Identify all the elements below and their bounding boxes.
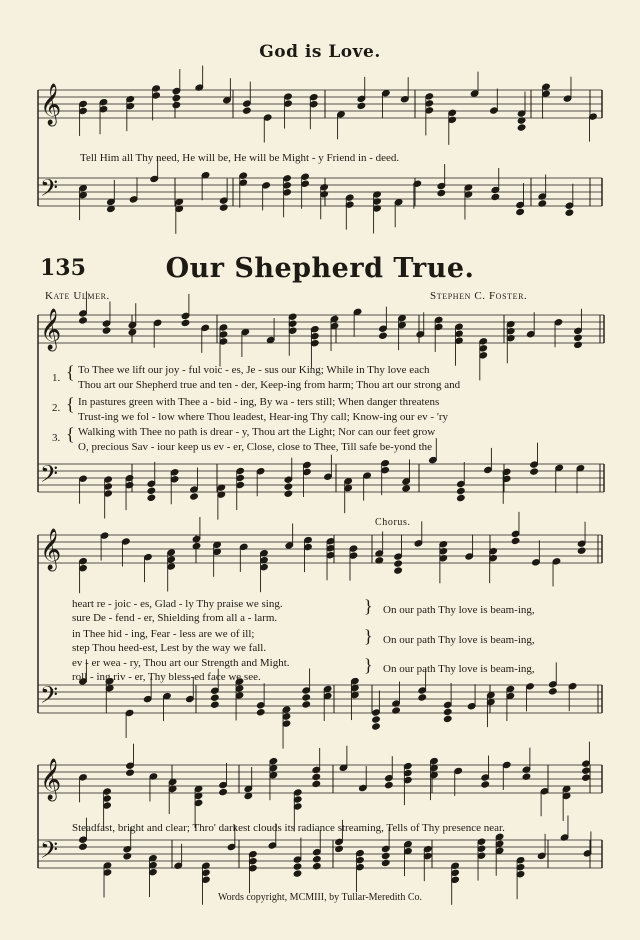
note-head bbox=[577, 547, 586, 554]
top-hymn-lyric: Tell Him all Thy need, He will be, He will be Might - y Friend in - deed. bbox=[80, 152, 400, 164]
note-head bbox=[211, 694, 220, 701]
chorus-response: On our path Thy love is beam-ing, bbox=[383, 604, 535, 616]
note-head bbox=[172, 101, 181, 108]
stanza-number: 1. bbox=[52, 372, 61, 384]
note-head bbox=[211, 701, 220, 708]
note-head bbox=[128, 329, 137, 336]
note-head bbox=[511, 537, 520, 544]
verse-continuation: roll - ing riv - er, Thy bless-ed face we see. bbox=[72, 671, 261, 683]
note-head bbox=[335, 845, 344, 852]
stanza-brace: { bbox=[66, 362, 75, 382]
clef-icon: 𝄞 bbox=[40, 84, 62, 125]
note-head bbox=[147, 494, 156, 501]
chorus-brace: } bbox=[364, 655, 373, 675]
note-head bbox=[313, 862, 322, 869]
note-head bbox=[381, 859, 390, 866]
note-head bbox=[284, 490, 293, 497]
note-head bbox=[357, 102, 366, 109]
clef-icon: 𝄞 bbox=[40, 309, 62, 350]
note-head bbox=[385, 781, 394, 788]
note-head bbox=[302, 694, 311, 701]
verse-line: Thou art our Shepherd true and ten - der, Keep-ing from harm; Thou art our strong and bbox=[78, 379, 461, 391]
note-head bbox=[394, 560, 403, 567]
note-head bbox=[402, 485, 411, 492]
note-head bbox=[582, 774, 591, 781]
note-head bbox=[219, 204, 228, 211]
note-head bbox=[379, 332, 388, 339]
note-head bbox=[574, 334, 583, 341]
note-head bbox=[181, 319, 190, 326]
note-head bbox=[284, 483, 293, 490]
clef-icon: 𝄞 bbox=[40, 529, 62, 570]
note-head bbox=[172, 94, 181, 101]
note-head bbox=[530, 468, 539, 475]
note-head bbox=[372, 723, 381, 730]
note-head bbox=[565, 209, 574, 216]
note-head bbox=[147, 487, 156, 494]
stanza-number: 3. bbox=[52, 432, 61, 444]
stanza-brace: { bbox=[66, 424, 75, 444]
clef-icon: 𝄞 bbox=[40, 759, 62, 800]
clef-icon: 𝄢 bbox=[40, 174, 59, 207]
verse-continuation: step Thou heed-est, Lest by the way we fall. bbox=[72, 642, 267, 654]
clef-icon: 𝄢 bbox=[40, 681, 59, 714]
note-head bbox=[517, 124, 526, 131]
verse-line: To Thee we lift our joy - ful voic - es, Je - sus our King; While in Thy love each bbox=[78, 364, 430, 376]
note-head bbox=[126, 769, 135, 776]
note-head bbox=[443, 708, 452, 715]
clef-icon: 𝄢 bbox=[40, 836, 59, 869]
hymn-title: Our Shepherd True. bbox=[165, 253, 475, 284]
note-head bbox=[256, 709, 265, 716]
note-head bbox=[313, 855, 322, 862]
verse-line: O, precious Sav - iour keep us ev - er, Close, close to Thee, Till safe be-yond the bbox=[78, 441, 433, 453]
verse-line: Trust-ing we fol - low where Thou leadest, Hear-ing Thy call; Know-ing our ev - 'ry bbox=[78, 411, 448, 423]
top-hymn-title: God is Love. bbox=[259, 42, 381, 62]
note-head bbox=[516, 208, 525, 215]
note-head bbox=[293, 870, 302, 877]
note-head bbox=[302, 701, 311, 708]
verse-continuation: heart re - joic - es, Glad - ly Thy praise we sing. bbox=[72, 598, 283, 610]
hymn-number: 135 bbox=[40, 255, 86, 281]
note-head bbox=[243, 107, 252, 114]
verse-continuation: in Thee hid - ing, Fear - less are we of ill; bbox=[72, 628, 255, 640]
note-head bbox=[293, 863, 302, 870]
verse-line: Walking with Thee no path is drear - y, Thou art the Light; Nor can our feet grow bbox=[78, 426, 436, 438]
stanza-number: 2. bbox=[52, 402, 61, 414]
chorus-brace: } bbox=[364, 626, 373, 646]
lyricist: Kate Ulmer. bbox=[45, 290, 110, 302]
note-head bbox=[481, 781, 490, 788]
verse-continuation: sure De - fend - er, Shielding from all a - larm. bbox=[72, 612, 278, 624]
note-head bbox=[102, 327, 111, 334]
note-head bbox=[549, 688, 558, 695]
chorus-response: On our path Thy love is beam-ing, bbox=[383, 663, 535, 675]
note-head bbox=[381, 852, 390, 859]
composer: Stephen C. Foster. bbox=[430, 290, 528, 302]
verse-line: In pastures green with Thee a - bid - ing, By wa - ters still; When danger threatens bbox=[78, 396, 440, 408]
chorus-response: On our path Thy love is beam-ing, bbox=[383, 634, 535, 646]
note-head bbox=[312, 780, 321, 787]
note-head bbox=[372, 716, 381, 723]
chorus-label: Chorus. bbox=[375, 517, 411, 528]
note-head bbox=[574, 341, 583, 348]
note-head bbox=[244, 792, 253, 799]
final-chorus-line: Steadfast, bright and clear; Thro' darkest clouds its radiance streaming, Tells of Thy presence near. bbox=[72, 822, 505, 834]
note-head bbox=[312, 773, 321, 780]
note-head bbox=[79, 317, 88, 324]
stanza-brace: { bbox=[66, 394, 75, 414]
note-head bbox=[491, 193, 500, 200]
copyright-notice: Words copyright, MCMIII, by Tullar-Meredith Co. bbox=[218, 892, 422, 903]
note-head bbox=[418, 694, 427, 701]
note-head bbox=[437, 189, 446, 196]
note-head bbox=[190, 493, 199, 500]
note-head bbox=[457, 494, 466, 501]
note-head bbox=[79, 843, 88, 850]
note-head bbox=[443, 715, 452, 722]
note-head bbox=[582, 767, 591, 774]
note-head bbox=[457, 487, 466, 494]
note-head bbox=[219, 788, 228, 795]
verse-continuation: ev - er wea - ry, Thou art our Strength and Might. bbox=[72, 657, 290, 669]
clef-icon: 𝄢 bbox=[40, 460, 59, 493]
chorus-brace: } bbox=[364, 596, 373, 616]
note-head bbox=[394, 567, 403, 574]
